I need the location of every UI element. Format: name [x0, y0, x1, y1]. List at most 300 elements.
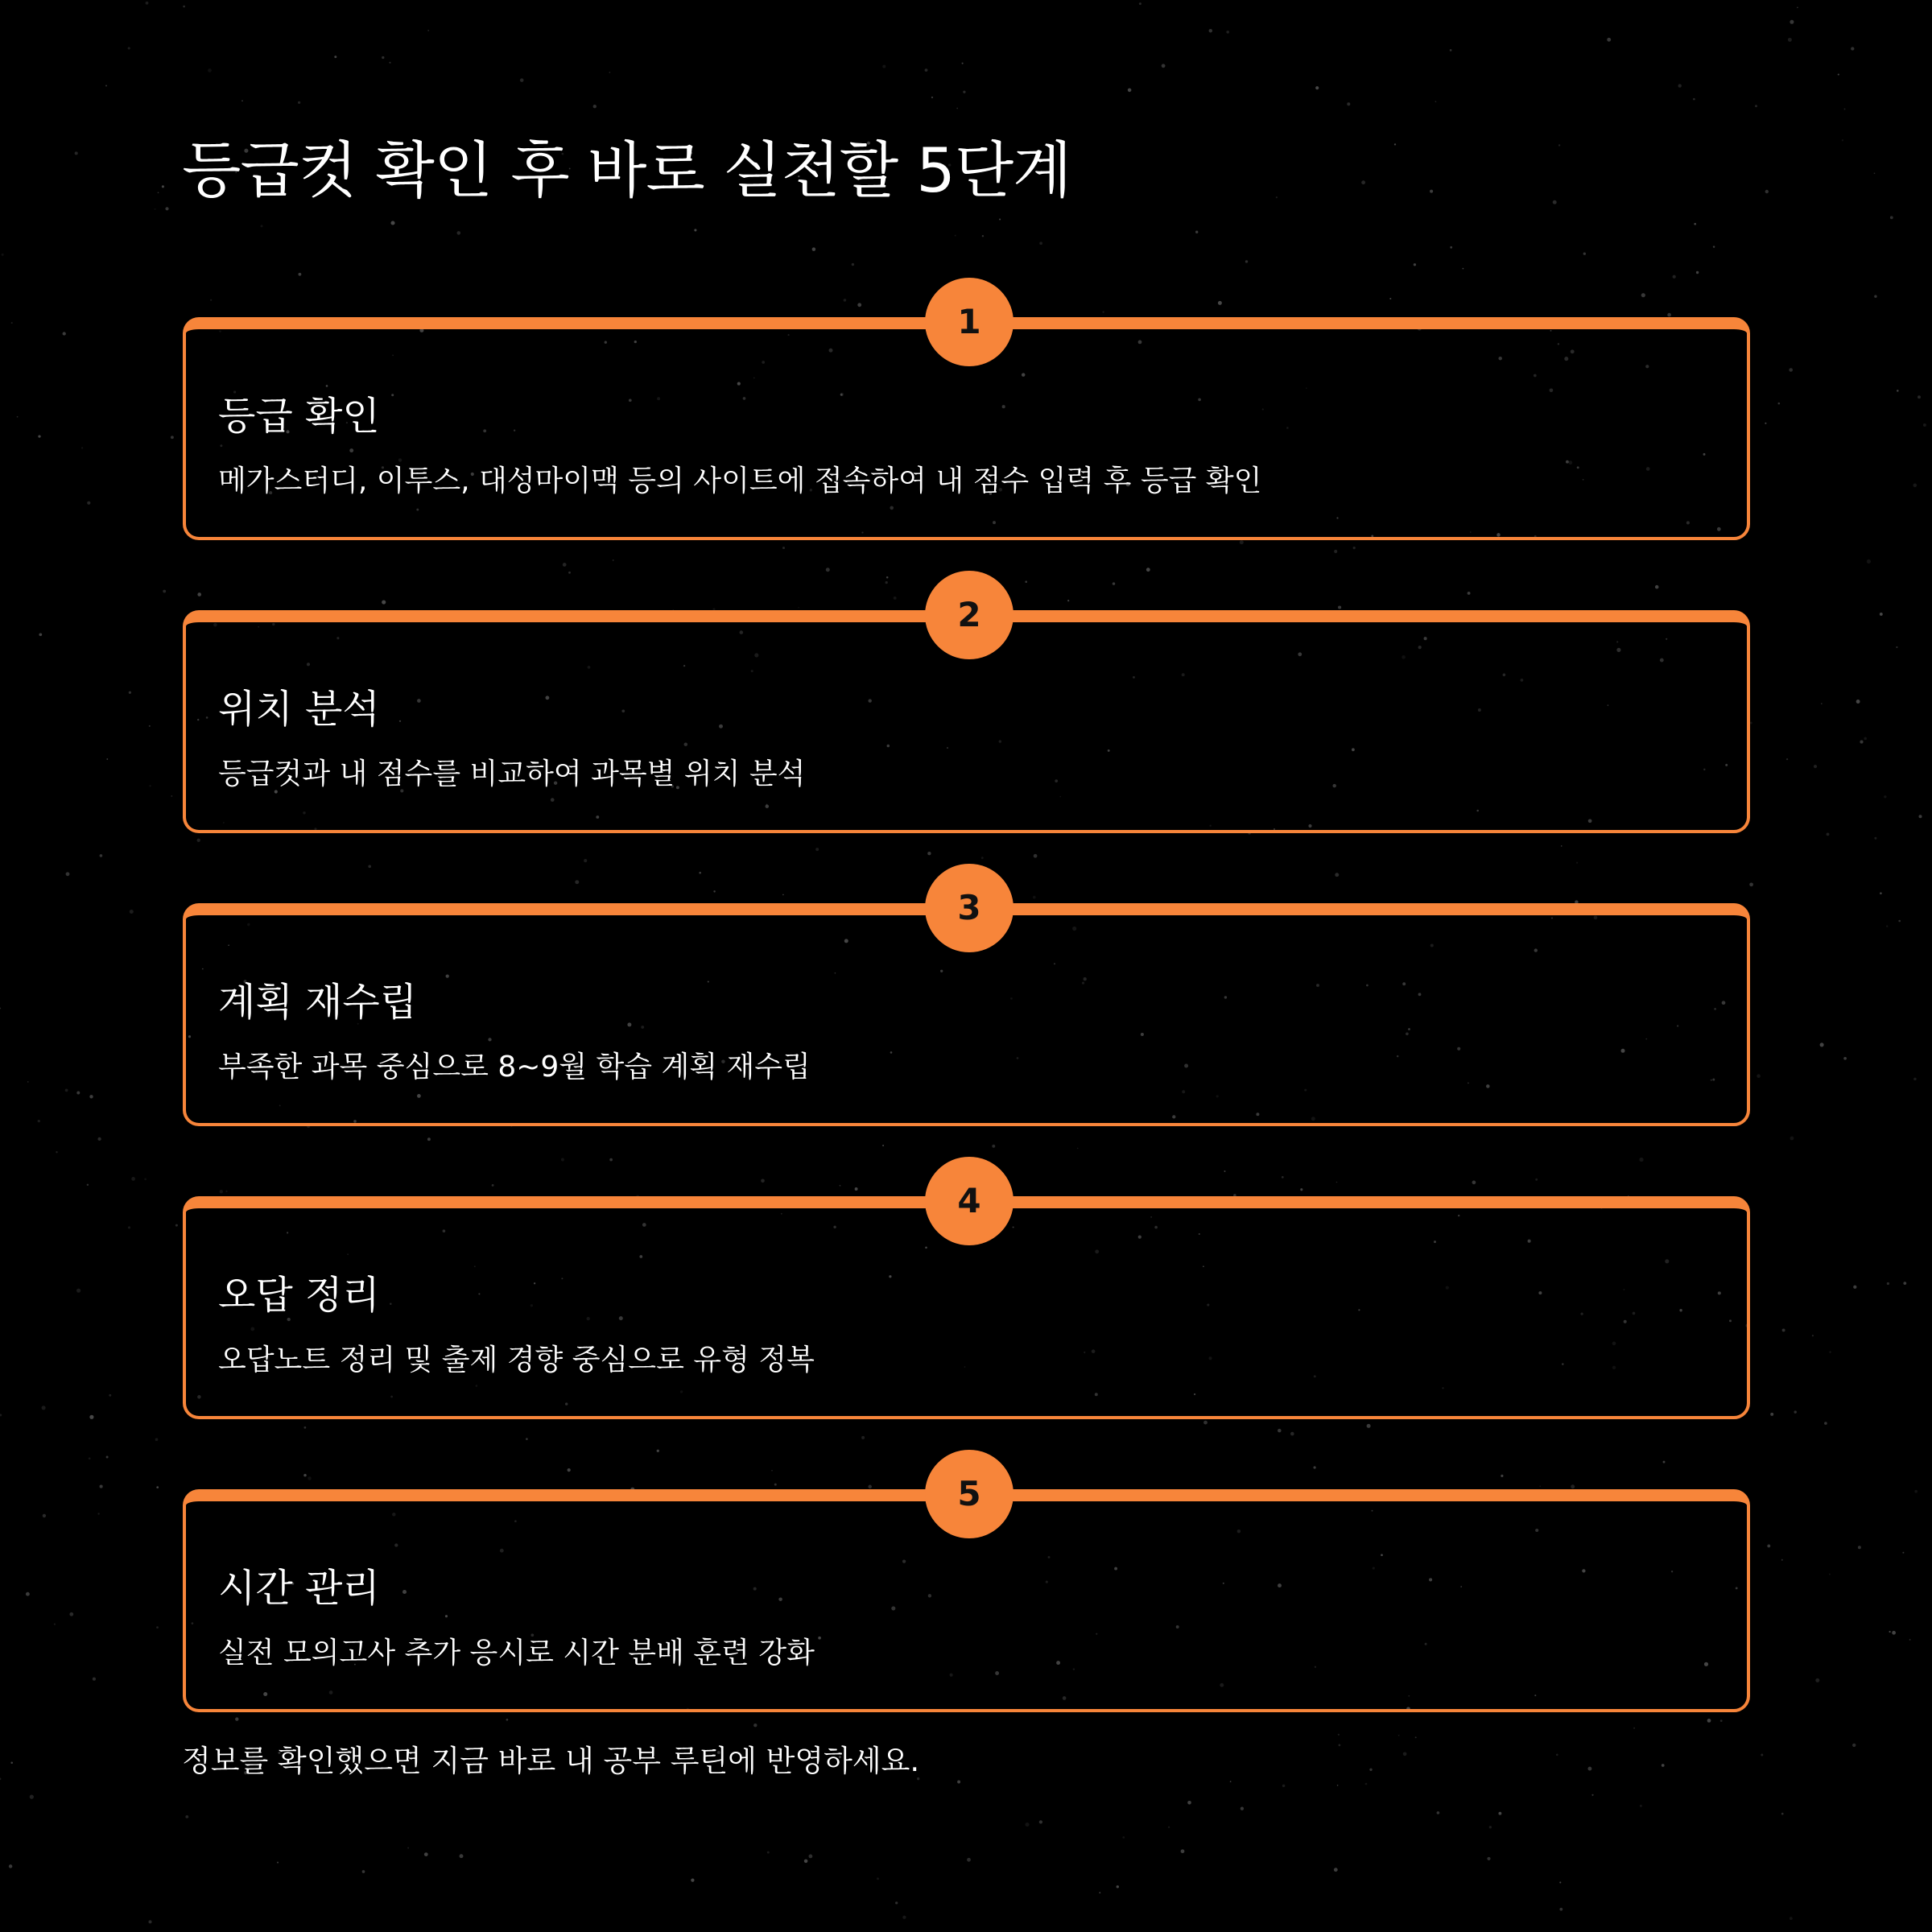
footer-note: 정보를 확인했으면 지금 바로 내 공부 루틴에 반영하세요.	[182, 1744, 920, 1778]
speckle-dot	[1913, 1078, 1917, 1081]
speckle-dot	[967, 1858, 971, 1862]
speckle-dot	[298, 101, 300, 104]
speckle-dot	[1812, 1335, 1814, 1336]
step-title: 계획 재수립	[218, 980, 418, 1025]
speckle-dot	[1858, 1546, 1861, 1549]
step-description: 부족한 과목 중심으로 8~9월 학습 계획 재수립	[218, 1051, 811, 1084]
step-title: 시간 관리	[218, 1566, 380, 1611]
speckle-dot	[957, 1781, 960, 1784]
speckle-dot	[457, 231, 461, 235]
speckle-dot	[981, 857, 984, 859]
speckle-dot	[1039, 242, 1042, 245]
speckle-dot	[1535, 1179, 1538, 1181]
speckle-dot	[1914, 1490, 1918, 1493]
speckle-dot	[568, 1468, 571, 1472]
speckle-dot	[1336, 1182, 1338, 1183]
speckle-dot	[894, 597, 897, 600]
speckle-dot	[235, 1717, 238, 1720]
speckle-dot	[1139, 2, 1141, 5]
speckle-dot	[1797, 6, 1798, 8]
speckle-dot	[149, 725, 151, 727]
speckle-dot	[563, 563, 567, 567]
speckle-dot	[1039, 1820, 1042, 1823]
speckle-dot	[1720, 1719, 1723, 1722]
speckle-dot	[427, 30, 429, 31]
speckle-dot	[93, 1678, 96, 1681]
speckle-dot	[1300, 1188, 1302, 1191]
speckle-dot	[956, 108, 958, 109]
speckle-dot	[131, 1177, 135, 1181]
speckle-dot	[1335, 873, 1339, 877]
speckle-dot	[150, 785, 151, 786]
speckle-dot	[0, 1777, 1, 1780]
speckle-dot	[210, 299, 212, 301]
speckle-dot	[1867, 559, 1871, 564]
speckle-dot	[999, 218, 1001, 220]
speckle-dot	[1843, 1057, 1847, 1060]
speckle-dot	[506, 1719, 509, 1721]
speckle-dot	[129, 691, 131, 694]
speckle-dot	[1851, 47, 1854, 50]
speckle-dot	[1713, 246, 1715, 247]
speckle-dot	[1892, 1631, 1896, 1635]
speckle-dot	[782, 547, 785, 549]
speckle-dot	[798, 607, 799, 609]
speckle-dot	[713, 890, 715, 892]
speckle-dot	[56, 1151, 57, 1153]
page-title: 등급컷 확인 후 바로 실천할 5단계	[182, 134, 1071, 206]
speckle-dot	[1576, 862, 1578, 864]
speckle-dot	[89, 1415, 93, 1419]
speckle-dot	[1633, 1728, 1635, 1729]
speckle-dot	[1880, 892, 1882, 894]
speckle-dot	[1770, 1413, 1773, 1416]
step-description: 등급컷과 내 점수를 비교하여 과목별 위치 분석	[218, 758, 806, 791]
speckle-dot	[1334, 550, 1337, 553]
speckle-dot	[1067, 600, 1069, 601]
speckle-dot	[1501, 1475, 1503, 1477]
speckle-dot	[1663, 1461, 1666, 1463]
speckle-dot	[208, 68, 212, 72]
speckle-dot	[128, 47, 130, 49]
speckle-dot	[657, 1450, 659, 1452]
speckle-dot	[1694, 223, 1696, 225]
speckle-dot	[1815, 1678, 1819, 1682]
speckle-dot	[1750, 722, 1752, 724]
speckle-dot	[886, 576, 889, 579]
speckle-dot	[855, 1187, 858, 1191]
speckle-dot	[171, 436, 174, 439]
speckle-dot	[2, 254, 4, 256]
speckle-dot	[105, 85, 107, 87]
speckle-dot	[362, 1870, 365, 1873]
speckle-dot	[1583, 253, 1586, 255]
speckle-dot	[882, 1145, 884, 1146]
speckle-dot	[812, 247, 816, 251]
speckle-dot	[38, 435, 40, 437]
speckle-dot	[877, 1877, 879, 1880]
speckle-dot	[1450, 49, 1452, 52]
speckle-dot	[163, 590, 166, 593]
speckle-dot	[1224, 1170, 1226, 1172]
step-number-badge: 3	[925, 864, 1013, 952]
speckle-dot	[89, 1457, 91, 1459]
speckle-dot	[97, 1513, 99, 1514]
speckle-dot	[593, 105, 597, 108]
step-number-badge: 1	[925, 278, 1013, 366]
speckle-dot	[427, 1137, 431, 1141]
speckle-dot	[1282, 1785, 1285, 1787]
speckle-dot	[1790, 20, 1794, 24]
speckle-dot	[852, 263, 854, 266]
speckle-dot	[1909, 1639, 1911, 1641]
speckle-dot	[1168, 1827, 1170, 1828]
speckle-dot	[1884, 795, 1886, 798]
speckle-dot	[699, 872, 701, 874]
speckle-dot	[1864, 737, 1867, 741]
speckle-dot	[868, 1485, 872, 1489]
speckle-dot	[1707, 1719, 1711, 1723]
speckle-dot	[1276, 196, 1278, 198]
step-card-4	[183, 1181, 1750, 1419]
speckle-dot	[1398, 1735, 1400, 1736]
speckle-dot	[1099, 1892, 1100, 1893]
speckle-dot	[1539, 1485, 1541, 1487]
speckle-dot	[63, 332, 66, 335]
speckle-dot	[609, 1158, 613, 1162]
speckle-dot	[1778, 402, 1781, 405]
speckle-dot	[76, 1092, 80, 1095]
speckle-dot	[992, 1145, 995, 1148]
speckle-dot	[1755, 105, 1757, 107]
speckle-dot	[1814, 765, 1817, 768]
speckle-dot	[1693, 98, 1695, 101]
step-card-5	[183, 1474, 1750, 1712]
speckle-dot	[568, 572, 571, 574]
step-number-badge: 5	[925, 1450, 1013, 1538]
speckle-dot	[584, 859, 587, 862]
speckle-dot	[1790, 1137, 1794, 1141]
speckle-dot	[382, 56, 384, 59]
speckle-dot	[1673, 275, 1676, 279]
speckle-dot	[1640, 1805, 1642, 1807]
speckle-dot	[1853, 1286, 1856, 1289]
speckle-dot	[927, 852, 931, 855]
speckle-dot	[1923, 423, 1926, 427]
speckle-dot	[1829, 1351, 1831, 1352]
speckle-dot	[1561, 845, 1563, 847]
step-title: 위치 분석	[218, 687, 380, 732]
speckle-dot	[1122, 1836, 1125, 1839]
speckle-dot	[1559, 1908, 1563, 1911]
speckle-dot	[782, 894, 784, 896]
speckle-dot	[1860, 741, 1863, 744]
speckle-dot	[1587, 1767, 1591, 1771]
speckle-dot	[1824, 1422, 1827, 1425]
speckle-dot	[1641, 293, 1645, 297]
speckle-dot	[1842, 139, 1843, 141]
speckle-dot	[1749, 882, 1753, 886]
speckle-dot	[1245, 260, 1248, 262]
speckle-dot	[1187, 1801, 1191, 1805]
speckle-dot	[1146, 568, 1150, 572]
speckle-dot	[1887, 1282, 1889, 1285]
speckle-dot	[1607, 38, 1611, 42]
step-number-badge: 4	[925, 1157, 1013, 1245]
speckle-dot	[1898, 920, 1901, 923]
speckle-dot	[1361, 180, 1365, 184]
speckle-dot	[1781, 1813, 1784, 1815]
speckle-dot	[424, 1852, 428, 1856]
speckle-dot	[76, 1289, 80, 1293]
speckle-dot	[66, 872, 70, 876]
speckle-dot	[1365, 1783, 1368, 1785]
speckle-dot	[158, 192, 159, 193]
speckle-dot	[1338, 1734, 1340, 1736]
speckle-dot	[69, 1612, 73, 1616]
speckle-dot	[1162, 64, 1166, 68]
speckle-dot	[130, 910, 134, 914]
speckle-dot	[982, 235, 984, 237]
speckle-dot	[931, 97, 933, 98]
speckle-dot	[1591, 1794, 1593, 1796]
speckle-dot	[75, 151, 78, 155]
speckle-dot	[1025, 580, 1027, 583]
step-title: 오답 정리	[218, 1273, 380, 1318]
speckle-dot	[609, 72, 610, 73]
speckle-dot	[17, 416, 19, 418]
speckle-dot	[1415, 1736, 1417, 1738]
step-description: 메가스터디, 이투스, 대성마이맥 등의 사이트에 접속하여 내 점수 입력 후 등급 확인	[218, 464, 1262, 497]
speckle-dot	[1282, 1176, 1284, 1179]
speckle-dot	[155, 1438, 159, 1441]
speckle-dot	[1786, 758, 1788, 760]
speckle-dot	[368, 865, 371, 868]
speckle-dot	[1430, 190, 1433, 193]
speckle-dot	[100, 1485, 103, 1488]
speckle-dot	[1077, 1148, 1079, 1150]
speckle-dot	[1838, 74, 1839, 76]
speckle-dot	[171, 795, 172, 797]
speckle-dot	[767, 1852, 770, 1854]
speckle-dot	[389, 62, 390, 64]
speckle-dot	[11, 322, 13, 324]
speckle-dot	[861, 1436, 865, 1439]
speckle-dot	[162, 185, 164, 188]
speckle-dot	[304, 1426, 307, 1429]
speckle-dot	[1880, 613, 1883, 616]
speckle-dot	[1897, 390, 1899, 392]
step-description: 오답노트 정리 및 출제 경향 중심으로 유형 정복	[218, 1344, 815, 1377]
speckle-dot	[1553, 200, 1557, 204]
speckle-dot	[1827, 833, 1830, 836]
speckle-dot	[1761, 1754, 1763, 1757]
speckle-dot	[1203, 1421, 1208, 1425]
speckle-dot	[1890, 216, 1893, 219]
speckle-dot	[1556, 1754, 1558, 1757]
speckle-dot	[156, 1626, 159, 1629]
speckle-dot	[0, 1414, 2, 1416]
speckle-dot	[1450, 246, 1452, 249]
speckle-dot	[39, 633, 42, 636]
speckle-dot	[1241, 1807, 1244, 1810]
step-card-3	[183, 888, 1750, 1126]
speckle-dot	[1903, 1282, 1906, 1285]
speckle-dot	[30, 1795, 34, 1799]
speckle-dot	[840, 1185, 841, 1187]
step-card-2	[183, 595, 1750, 833]
speckle-dot	[382, 601, 386, 605]
speckle-dot	[1195, 231, 1198, 233]
speckle-dot	[1655, 585, 1659, 589]
speckle-dot	[146, 2, 149, 5]
speckle-dot	[144, 1178, 147, 1180]
speckle-dot	[1102, 311, 1104, 312]
speckle-dot	[1403, 1752, 1407, 1756]
speckle-dot	[1794, 1410, 1797, 1413]
speckle-dot	[197, 839, 200, 842]
speckle-dot	[1463, 268, 1464, 270]
speckle-dot	[1128, 89, 1132, 93]
speckle-dot	[87, 502, 90, 505]
speckle-dot	[1389, 298, 1391, 299]
speckle-dot	[526, 1438, 528, 1440]
speckle-dot	[808, 1854, 812, 1858]
speckle-dot	[185, 1815, 188, 1818]
speckle-dot	[1394, 143, 1396, 145]
speckle-dot	[1034, 854, 1038, 858]
speckle-dot	[575, 880, 579, 884]
speckle-dot	[220, 1190, 223, 1193]
speckle-dot	[155, 208, 156, 210]
step-card-1	[183, 302, 1750, 540]
speckle-dot	[1896, 646, 1897, 648]
speckle-dot	[1788, 38, 1792, 42]
speckle-dot	[197, 592, 201, 597]
speckle-dot	[9, 1864, 12, 1868]
speckle-dot	[1033, 896, 1036, 899]
speckle-dot	[1558, 144, 1560, 146]
speckle-dot	[1367, 1424, 1371, 1428]
speckle-dot	[106, 758, 108, 760]
speckle-dot	[962, 63, 964, 64]
speckle-dot	[925, 68, 928, 72]
speckle-dot	[87, 1184, 89, 1186]
speckle-dot	[81, 447, 83, 448]
speckle-dot	[844, 299, 847, 302]
speckle-dot	[1902, 1552, 1904, 1554]
speckle-dot	[100, 854, 103, 857]
speckle-dot	[1852, 1744, 1856, 1747]
speckle-dot	[1437, 1811, 1440, 1814]
speckle-dot	[1829, 1574, 1831, 1575]
speckle-dot	[1338, 605, 1341, 609]
speckle-dot	[1874, 295, 1876, 297]
speckle-dot	[390, 221, 394, 225]
speckle-dot	[407, 1847, 409, 1849]
speckle-dot	[1334, 1868, 1338, 1872]
speckle-dot	[1918, 815, 1922, 818]
speckle-dot	[826, 568, 830, 572]
speckle-dot	[815, 848, 819, 851]
speckle-dot	[1639, 1158, 1643, 1162]
speckle-dot	[1369, 1769, 1372, 1771]
speckle-dot	[277, 1862, 279, 1864]
speckle-dot	[38, 1120, 40, 1122]
speckle-dot	[27, 1081, 29, 1083]
speckle-dot	[109, 1394, 111, 1397]
speckle-dot	[299, 273, 302, 276]
speckle-dot	[43, 1514, 46, 1517]
speckle-dot	[613, 559, 614, 561]
speckle-dot	[886, 581, 888, 584]
speckle-dot	[1913, 484, 1917, 488]
step-number-badge: 2	[925, 571, 1013, 659]
speckle-dot	[1856, 700, 1860, 704]
speckle-dot	[1414, 263, 1416, 266]
speckle-dot	[1181, 1849, 1185, 1853]
speckle-dot	[753, 1724, 757, 1727]
speckle-dot	[156, 1486, 159, 1488]
speckle-dot	[492, 1184, 494, 1187]
speckle-dot	[1889, 1631, 1890, 1633]
speckle-dot	[761, 1179, 765, 1183]
speckle-dot	[520, 78, 524, 82]
speckle-dot	[1337, 1785, 1339, 1786]
speckle-dot	[857, 303, 861, 307]
speckle-dot	[1559, 1881, 1561, 1883]
speckle-dot	[97, 1137, 101, 1141]
speckle-dot	[148, 1920, 151, 1923]
speckle-dot	[1489, 1826, 1492, 1828]
speckle-dot	[183, 6, 185, 8]
speckle-dot	[963, 91, 965, 93]
speckle-dot	[303, 1474, 307, 1477]
speckle-dot	[1435, 101, 1437, 102]
speckle-dot	[1347, 102, 1350, 105]
speckle-dot	[89, 1095, 93, 1098]
speckle-dot	[308, 1476, 312, 1480]
speckle-dot	[334, 56, 336, 58]
speckle-dot	[26, 1592, 30, 1596]
speckle-dot	[54, 1624, 56, 1625]
speckle-dot	[1487, 1857, 1490, 1860]
speckle-dot	[1230, 1781, 1232, 1782]
speckle-dot	[1821, 703, 1823, 704]
speckle-dot	[902, 1916, 906, 1919]
speckle-dot	[1218, 301, 1222, 305]
speckle-dot	[1662, 1764, 1665, 1767]
speckle-dot	[1113, 582, 1115, 584]
speckle-dot	[1765, 190, 1769, 193]
speckle-dot	[165, 207, 168, 210]
speckle-dot	[774, 1484, 777, 1486]
speckle-dot	[260, 225, 262, 227]
speckle-dot	[1025, 1823, 1029, 1827]
speckle-dot	[804, 1860, 808, 1864]
speckle-dot	[1314, 1466, 1316, 1468]
speckle-dot	[65, 1089, 68, 1092]
speckle-dot	[1278, 1429, 1282, 1433]
speckle-dot	[1571, 1484, 1575, 1488]
speckle-dot	[882, 65, 886, 68]
speckle-dot	[175, 1224, 178, 1227]
speckle-dot	[1820, 1042, 1824, 1046]
speckle-dot	[10, 1761, 13, 1764]
speckle-dot	[895, 1901, 898, 1904]
speckle-dot	[1789, 368, 1793, 372]
speckle-dot	[1339, 1744, 1341, 1747]
